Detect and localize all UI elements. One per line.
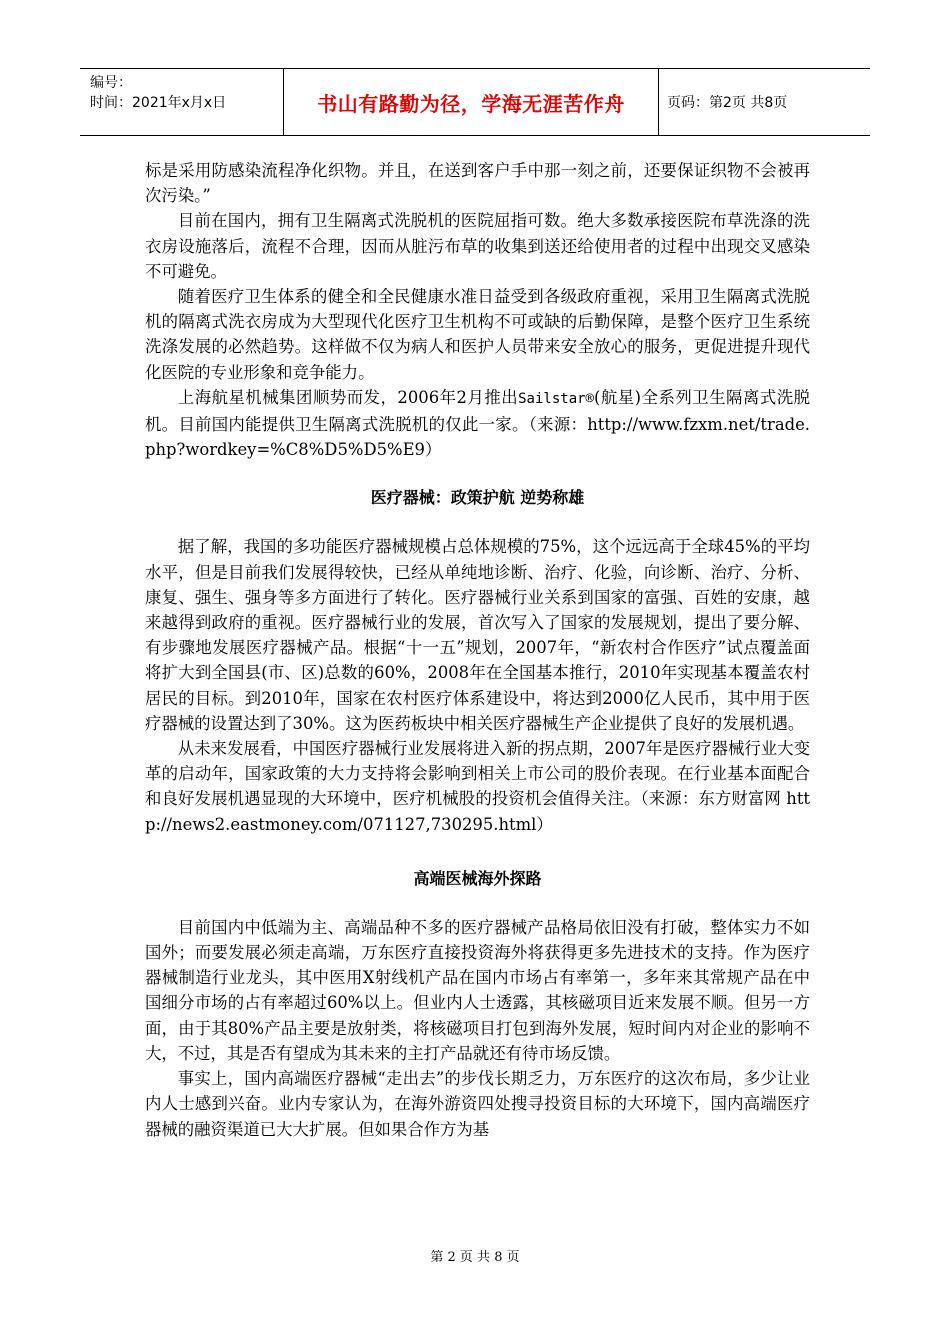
- paragraph-7: 目前国内中低端为主、高端品种不多的医疗器械产品格局依旧没有打破，整体实力不如国外；而要发展必须走高端，万东医疗直接投资海外将获得更多先进技术的支持。作为医疗器械制造行业龙头，其中医用X射线机产品在国内市场占有率第一，多年来其常规产品在中国细分市场的占有率超过60%以上。但业内人士透露，其核磁项目近来发展不顺。但另一方面，由于其80%产品主要是放射类，将核磁项目打包到海外发展，短时间内对企业的影响不大，不过，其是否有望成为其未来的主打产品就还有待市场反馈。: [145, 917, 810, 1063]
- header-motto: 书山有路勤为径，学海无涯苦作舟: [284, 69, 659, 135]
- section-heading-1: 医疗器械：政策护航 逆势称雄: [370, 488, 585, 508]
- header-meta: [80, 69, 284, 135]
- source-url-eastmoney-tail: 071127,730295.html）: [362, 814, 553, 834]
- sailstar-brand: Sailstar®: [518, 390, 594, 407]
- page-footer: 第 2 页 共 8 页: [430, 1250, 520, 1265]
- header-page-info: 页码：第2页 共8页: [667, 95, 788, 111]
- paragraph-5: 据了解，我国的多功能医疗器械规模占总体规模的75%，这个远远高于全球45%的平均水平，但是目前我们发展得较快，已经从单纯地诊断、治疗、化验，向诊断、治疗、分析、康复、强生、强身等多方面进行了转化。医疗器械行业关系到国家的富强、百姓的安康，越来越得到政府的重视。医疗器械行业的发展，首次写入了国家的发展规划，提出了要分解、有步骤地发展医疗器械产品。根据“十一五”规划，2007年，“新农村合作医疗”试点覆盖面将扩大到全国县(市、区)总数的60%，2008年在全国基本推行，2010年实现基本覆盖农村居民的目标。到2010年，国家在农村医疗体系建设中，将达到2000亿人民币，其中用于医疗器械的设置达到了30%。这为医药板块中相关医疗器械生产企业提供了良好的发展机遇。: [145, 537, 810, 733]
- paragraph-6: [145, 736, 810, 837]
- paragraph-8: 事实上，国内高端医疗器械“走出去”的步伐长期乏力，万东医疗的这次布局，多少让业内人士感到兴奋。业内专家认为，在海外游资四处搜寻投资目标的大环境下，国内高端医疗器械的融资渠道已大大扩展。但如果合作方为基: [145, 1069, 810, 1139]
- page-header: [80, 68, 870, 136]
- paragraph-4: [145, 385, 810, 463]
- paragraph-4-text-a: 上海航星机械集团顺势而发，2006年2月推出: [177, 387, 519, 407]
- paragraph-3: 随着医疗卫生体系的健全和全民健康水准日益受到各级政府重视，采用卫生隔离式洗脱机的隔离式洗衣房成为大型现代化医疗卫生机构不可或缺的后勤保障，是整个医疗卫生系统洗涤发展的必然趋势。这样做不仅为病人和医护人员带来安全放心的服务，更促进提升现代化医院的专业形象和竞争能力。: [145, 287, 810, 382]
- doc-date-label: 时间：2021年x月x日: [90, 95, 227, 111]
- paragraph-2: 目前在国内，拥有卫生隔离式洗脱机的医院屈指可数。绝大多数承接医院布草洗涤的洗衣房设施落后，流程不合理，因而从脏污布草的收集到送还给使用者的过程中出现交叉感染不可避免。: [145, 211, 810, 281]
- paragraph-4-text-b: (航星)全系列卫生隔离式洗脱机。目前国内能提供卫生隔离式洗脱机的仅此一家。（来源：http://: [145, 387, 810, 435]
- paragraph-1: 标是采用防感染流程净化织物。并且，在送到客户手中那一刻之前，还要保证织物不会被再次污染。”: [145, 161, 810, 206]
- section-heading-2: 高端医械海外探路: [413, 868, 542, 888]
- document-body: [145, 158, 810, 1142]
- doc-number-label: 编号：: [90, 75, 132, 91]
- paragraph-6-text: 从未来发展看，中国医疗器械行业发展将进入新的拐点期，2007年是医疗器械行业大变革的启动年，国家政策的大力支持将会影响到相关上市公司的股价表现。在行业基本面配合和良好发展机遇显现的大环境中，医疗机械股的投资机会值得关注。（来源：东方财富网 http://news2.eastmoney.com/: [145, 739, 810, 834]
- source-url-fzxm: www.fzxm.net/trade.php?wordkey=%C8%D5%D5%E9）: [145, 415, 810, 460]
